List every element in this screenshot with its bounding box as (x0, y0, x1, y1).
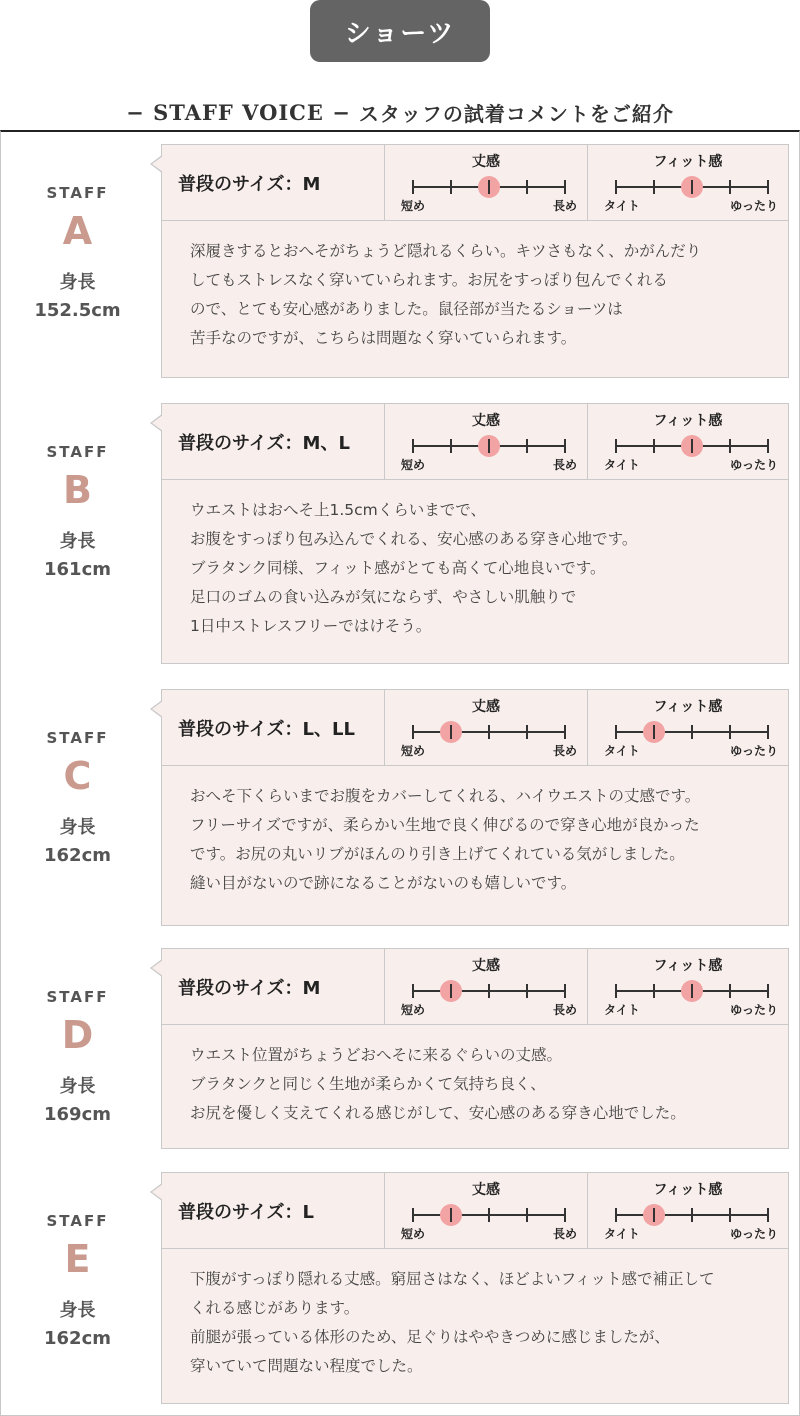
comment-line: ウエストはおへそ上1.5cmくらいまでで、 (190, 501, 486, 519)
comment-card (161, 403, 789, 664)
length-scale (385, 145, 588, 220)
scale-tick (653, 180, 655, 194)
length-scale-right-label: 長め (552, 744, 577, 758)
scale-tick (729, 725, 731, 739)
staff-letter: E (64, 1237, 91, 1281)
length-scale-left-label: 短め (401, 1003, 426, 1017)
length-scale-left-label: 短め (401, 744, 426, 758)
fit-scale (588, 949, 788, 1024)
staff-voice-heading (0, 94, 800, 130)
comment-line: 縫い目がないので跡になることがないのも嬉しいです。 (190, 874, 577, 892)
comment-line: 苦手なのですが、こちらは問題なく穿いていられます。 (190, 329, 577, 347)
length-scale-right-label: 長め (552, 1227, 577, 1241)
length-scale (385, 1173, 588, 1248)
comment-line: ブラタンク同様、フィット感がとても高くて心地良いです。 (190, 559, 606, 577)
scale-tick (564, 725, 566, 739)
fit-scale-left-label: タイト (604, 199, 640, 213)
staff-comment (162, 1025, 788, 1128)
fit-scale (588, 1173, 788, 1248)
fit-scale-title: フィット感 (653, 154, 723, 170)
staff-comment (162, 766, 788, 898)
length-indicator-dot (440, 721, 462, 743)
staff-word: STAFF (46, 729, 109, 747)
fit-scale-left-label: タイト (604, 1003, 640, 1017)
scale-tick (615, 180, 617, 194)
fit-scale (588, 690, 788, 765)
comment-card (161, 144, 789, 378)
card-header (162, 1173, 788, 1249)
comment-line: です。お尻の丸いリブがほんのり引き上げてくれている気がしました。 (190, 845, 685, 863)
length-scale (385, 949, 588, 1024)
comment-line: おへそ下くらいまでお腹をカバーしてくれる、ハイウエストの丈感です。 (190, 787, 701, 805)
length-indicator-dot (478, 435, 500, 457)
comment-card (161, 1172, 789, 1404)
scale-tick (412, 180, 414, 194)
length-scale-title: 丈感 (472, 154, 500, 170)
comment-card (161, 948, 789, 1149)
scale-tick (526, 984, 528, 998)
staff-height: 161cm (44, 559, 111, 580)
fit-scale-title: フィット感 (653, 958, 723, 974)
comment-line: 足口のゴムの食い込みが気にならず、やさしい肌触りで (190, 588, 577, 606)
scale-tick (526, 1208, 528, 1222)
staff-height: 162cm (44, 845, 111, 866)
scale-tick (488, 984, 490, 998)
staff-comment (162, 1249, 788, 1381)
staff-height: 162cm (44, 1328, 111, 1349)
scale-tick (729, 180, 731, 194)
scale-tick (615, 725, 617, 739)
card-header (162, 949, 788, 1025)
length-scale-title: 丈感 (472, 413, 500, 429)
staff-comment (162, 480, 788, 641)
usual-size: 普段のサイズ：L、LL (162, 690, 385, 765)
scale-tick (450, 180, 452, 194)
length-scale-right-label: 長め (552, 199, 577, 213)
staff-word: STAFF (46, 1212, 109, 1230)
card-header (162, 404, 788, 480)
fit-scale-right-label: ゆったり (730, 199, 778, 213)
heading-japanese: スタッフの試着コメントをご紹介 (358, 101, 674, 126)
length-scale (385, 690, 588, 765)
staff-comment (162, 221, 788, 353)
scale-tick (412, 725, 414, 739)
comment-line: 穿いていて問題ない程度でした。 (190, 1357, 423, 1375)
fit-scale-title: フィット感 (653, 413, 723, 429)
scale-tick (412, 439, 414, 453)
comment-line: お腹をすっぽり包み込んでくれる、安心感のある穿き心地です。 (190, 530, 638, 548)
scale-tick (615, 984, 617, 998)
fit-scale-left-label: タイト (604, 458, 640, 472)
staff-letter: B (63, 468, 92, 512)
comment-line: ので、とても安心感がありました。鼠径部が当たるショーツは (190, 300, 623, 318)
comment-line: 前腿が張っている体形のため、足ぐりはややきつめに感じましたが、 (190, 1328, 670, 1346)
comment-line: フリーサイズですが、柔らかい生地で良く伸びるので穿き心地が良かった (190, 816, 700, 834)
staff-letter: D (61, 1013, 94, 1057)
scale-tick (488, 725, 490, 739)
fit-scale-left-label: タイト (604, 1227, 640, 1241)
length-scale-right-label: 長め (552, 458, 577, 472)
length-indicator-dot (440, 1204, 462, 1226)
staff-height: 169cm (44, 1104, 111, 1125)
scale-tick (615, 439, 617, 453)
scale-tick (526, 725, 528, 739)
scale-tick (729, 984, 731, 998)
fit-scale-right-label: ゆったり (730, 458, 778, 472)
scale-tick (488, 1208, 490, 1222)
scale-tick (767, 984, 769, 998)
heading-english: − STAFF VOICE − (126, 99, 351, 125)
fit-indicator-dot (643, 721, 665, 743)
scale-tick (450, 439, 452, 453)
usual-size: 普段のサイズ：M (162, 949, 385, 1024)
scale-tick (653, 984, 655, 998)
scale-tick (691, 725, 693, 739)
scale-tick (615, 1208, 617, 1222)
staff-letter: A (62, 209, 93, 253)
scale-tick (564, 439, 566, 453)
comment-line: ブラタンクと同じく生地が柔らかくて気持ち良く、 (190, 1075, 546, 1093)
length-scale-right-label: 長め (552, 1003, 577, 1017)
category-label: ショーツ (310, 0, 490, 62)
fit-scale-right-label: ゆったり (730, 1003, 778, 1017)
length-scale-title: 丈感 (472, 1182, 500, 1198)
usual-size: 普段のサイズ：L (162, 1173, 385, 1248)
staff-word: STAFF (46, 443, 109, 461)
staff-letter: C (63, 754, 92, 798)
fit-scale-title: フィット感 (653, 699, 723, 715)
scale-tick (526, 439, 528, 453)
scale-tick (653, 439, 655, 453)
fit-scale (588, 404, 788, 479)
comment-line: ウエスト位置がちょうどおへそに来るぐらいの丈感。 (190, 1046, 563, 1064)
staff-profile (0, 144, 155, 321)
length-indicator-dot (440, 980, 462, 1002)
length-scale-left-label: 短め (401, 458, 426, 472)
usual-size: 普段のサイズ：M (162, 145, 385, 220)
height-label: 身長 (59, 817, 96, 838)
comment-line: 1日中ストレスフリーではけそう。 (190, 617, 432, 635)
length-scale (385, 404, 588, 479)
comment-line: くれる感じがあります。 (190, 1299, 360, 1317)
scale-tick (564, 984, 566, 998)
scale-tick (767, 439, 769, 453)
height-label: 身長 (59, 531, 96, 552)
height-label: 身長 (59, 1300, 96, 1321)
fit-indicator-dot (681, 980, 703, 1002)
scale-tick (412, 1208, 414, 1222)
comment-line: お尻を優しく支えてくれる感じがして、安心感のある穿き心地でした。 (190, 1104, 686, 1122)
scale-tick (767, 180, 769, 194)
fit-scale-right-label: ゆったり (730, 1227, 778, 1241)
scale-tick (564, 180, 566, 194)
fit-indicator-dot (681, 176, 703, 198)
card-header (162, 145, 788, 221)
scale-tick (767, 725, 769, 739)
scale-tick (767, 1208, 769, 1222)
fit-scale-right-label: ゆったり (730, 744, 778, 758)
card-header (162, 690, 788, 766)
usual-size: 普段のサイズ：M、L (162, 404, 385, 479)
height-label: 身長 (59, 1076, 96, 1097)
comment-card (161, 689, 789, 926)
scale-tick (526, 180, 528, 194)
comment-line: 下腹がすっぽり隠れる丈感。窮屈さはなく、ほどよいフィット感で補正して (190, 1270, 715, 1288)
staff-height: 152.5cm (34, 300, 121, 321)
fit-scale-title: フィット感 (653, 1182, 723, 1198)
scale-tick (729, 1208, 731, 1222)
length-scale-title: 丈感 (472, 699, 500, 715)
height-label: 身長 (59, 272, 96, 293)
scale-tick (691, 1208, 693, 1222)
comment-line: してもストレスなく穿いていられます。お尻をすっぽり包んでくれる (190, 271, 668, 289)
length-scale-title: 丈感 (472, 958, 500, 974)
staff-profile (0, 1172, 155, 1349)
staff-profile (0, 403, 155, 580)
staff-profile (0, 689, 155, 866)
length-indicator-dot (478, 176, 500, 198)
scale-tick (412, 984, 414, 998)
fit-indicator-dot (643, 1204, 665, 1226)
fit-scale (588, 145, 788, 220)
staff-word: STAFF (46, 184, 109, 202)
comment-line: 深履きするとおへそがちょうど隠れるくらい。キツさもなく、かがんだり (190, 242, 702, 260)
staff-word: STAFF (46, 988, 109, 1006)
staff-profile (0, 948, 155, 1125)
scale-tick (564, 1208, 566, 1222)
fit-indicator-dot (681, 435, 703, 457)
length-scale-left-label: 短め (401, 1227, 426, 1241)
scale-tick (729, 439, 731, 453)
fit-scale-left-label: タイト (604, 744, 640, 758)
length-scale-left-label: 短め (401, 199, 426, 213)
